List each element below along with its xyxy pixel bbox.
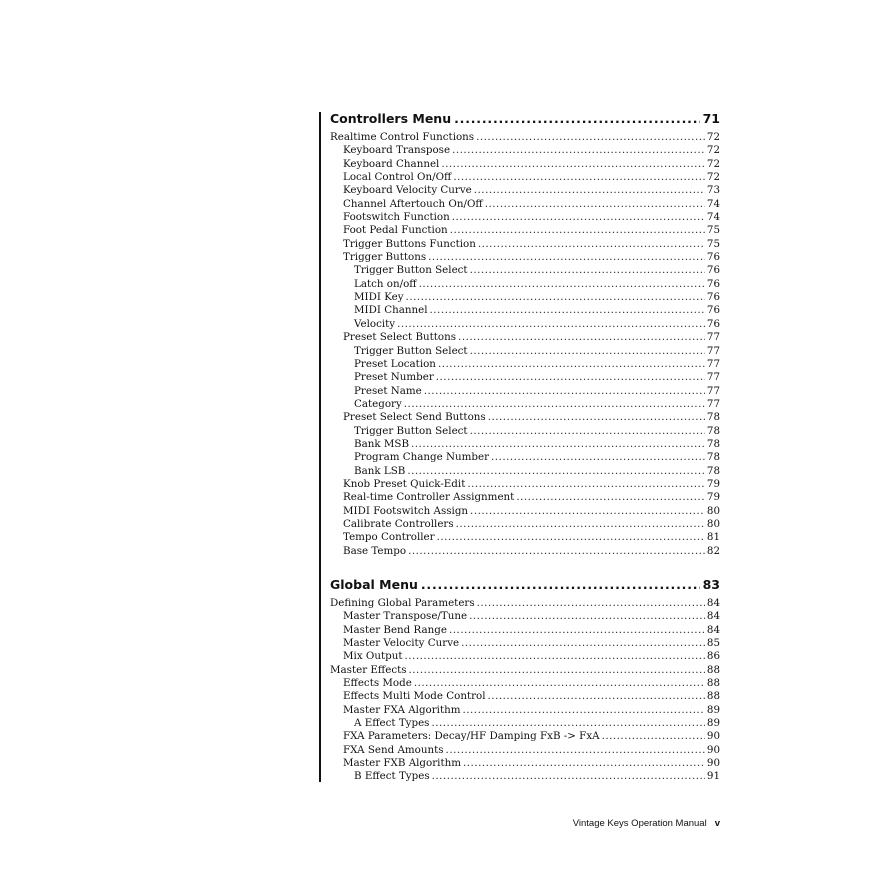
toc-entry-label: Effects Mode: [343, 677, 412, 690]
dot-leader: [470, 345, 705, 358]
toc-entry-label: A Effect Types: [354, 717, 430, 730]
dot-leader: [461, 637, 705, 650]
dot-leader: [436, 371, 705, 384]
toc-entry[interactable]: [330, 224, 720, 237]
toc-entry[interactable]: [330, 704, 720, 717]
toc-entry-page: 84: [706, 610, 720, 623]
dot-leader: [414, 677, 705, 690]
toc-entry[interactable]: [330, 438, 720, 451]
dot-leader: [452, 144, 705, 157]
toc-entry-page: 72: [706, 171, 720, 184]
toc-entry-page: 74: [706, 197, 720, 210]
toc-entry-page: 89: [706, 703, 720, 716]
dot-leader: [453, 171, 705, 184]
dot-leader: [485, 198, 705, 211]
toc-entry[interactable]: [330, 144, 720, 157]
dot-leader: [446, 744, 705, 757]
page-footer: [573, 818, 720, 829]
toc-entry[interactable]: [330, 545, 720, 558]
toc-entry-page: 72: [706, 131, 720, 143]
dot-leader: [407, 465, 705, 478]
toc-entry-page: 75: [706, 224, 720, 237]
toc-entry-label: Local Control On/Off: [343, 171, 452, 184]
dot-leader: [477, 597, 705, 610]
dot-leader: [516, 491, 705, 504]
toc-entry-label: Master Velocity Curve: [343, 637, 460, 650]
toc-entry-page: 77: [706, 344, 720, 357]
toc-entry-label: Trigger Button Select: [354, 424, 468, 437]
toc-entry[interactable]: [330, 198, 720, 211]
toc-entry[interactable]: [330, 291, 720, 304]
dot-leader: [452, 211, 705, 224]
toc-entry-label: Master Bend Range: [343, 623, 447, 636]
toc-entry-label: Bank MSB: [354, 437, 410, 450]
dot-leader: [437, 531, 705, 544]
toc-entry-page: 84: [706, 597, 720, 609]
toc-entry[interactable]: [330, 664, 720, 677]
toc-entry-label: Trigger Buttons: [343, 251, 427, 264]
toc-entry[interactable]: [330, 398, 720, 411]
toc-entry-label: Base Tempo: [343, 544, 407, 557]
toc-entry-page: 90: [706, 743, 720, 756]
toc-entry-label: Effects Multi Mode Control: [343, 690, 486, 703]
toc-entry-page: 82: [706, 544, 720, 557]
toc-entry-label: FXA Send Amounts: [343, 743, 444, 756]
toc-section: [330, 576, 720, 784]
toc-entry-label: Category: [354, 397, 402, 410]
toc-entry-page: 76: [706, 251, 720, 264]
toc-entry-label: Keyboard Velocity Curve: [343, 184, 472, 197]
toc-entry-label: Foot Pedal Function: [343, 224, 448, 237]
toc-entry[interactable]: [330, 264, 720, 277]
toc-entry-page: 80: [706, 517, 720, 530]
toc-entry[interactable]: [330, 211, 720, 224]
toc-sections: [330, 110, 720, 784]
toc-entry[interactable]: [330, 465, 720, 478]
toc-entry-label: Tempo Controller: [343, 531, 435, 544]
dot-leader: [469, 610, 705, 623]
toc-entry-label: Trigger Button Select: [354, 344, 468, 357]
toc-entry-page: 79: [706, 491, 720, 504]
dot-leader: [456, 518, 705, 531]
toc-entry-label: Trigger Button Select: [354, 264, 468, 277]
toc-entry[interactable]: [330, 730, 720, 743]
toc-entry-page: 73: [706, 184, 720, 197]
toc-entry[interactable]: [330, 757, 720, 770]
toc-entry[interactable]: [330, 770, 720, 783]
toc-entry-label: Keyboard Transpose: [343, 144, 451, 157]
toc-entry[interactable]: [330, 478, 720, 491]
toc-entry[interactable]: [330, 610, 720, 623]
toc-entry[interactable]: [330, 171, 720, 184]
toc-entry-label: Master Transpose/Tune: [343, 610, 468, 623]
toc-entry-page: 76: [706, 317, 720, 330]
toc-entry-label: Master FXB Algorithm: [343, 757, 461, 770]
dot-leader: [476, 131, 705, 144]
dot-leader: [409, 664, 705, 677]
dot-leader: [488, 690, 705, 703]
toc-entry[interactable]: [330, 518, 720, 531]
toc-entry-page: 76: [706, 264, 720, 277]
dot-leader: [450, 224, 705, 237]
section-heading[interactable]: [330, 576, 720, 594]
toc-entry-label: Channel Aftertouch On/Off: [343, 197, 483, 210]
toc-entry-page: 78: [706, 451, 720, 464]
toc-entry-label: Bank LSB: [354, 464, 406, 477]
toc-entry-label: Preset Number: [354, 371, 434, 384]
dot-leader: [449, 624, 705, 637]
toc-entry-label: Keyboard Channel: [343, 157, 440, 170]
section-title: Controllers Menu: [330, 111, 452, 126]
dot-leader: [470, 425, 705, 438]
toc-entry[interactable]: [330, 677, 720, 690]
toc-entry[interactable]: [330, 451, 720, 464]
dot-leader: [411, 438, 705, 451]
dot-leader: [424, 385, 705, 398]
section-page-number: 71: [702, 111, 720, 126]
dot-leader: [428, 251, 705, 264]
toc-entry-label: Master FXA Algorithm: [343, 703, 461, 716]
toc-entry-page: 91: [706, 770, 720, 783]
toc-entry[interactable]: [330, 624, 720, 637]
dot-leader: [491, 451, 705, 464]
toc-entry-page: 81: [706, 531, 720, 544]
toc-entry-label: Realtime Control Functions: [330, 131, 475, 143]
toc-entry-label: Preset Select Send Buttons: [343, 411, 486, 424]
toc-entry[interactable]: [330, 491, 720, 504]
toc-entry[interactable]: [330, 358, 720, 371]
dot-leader: [430, 304, 705, 317]
toc-entry-page: 88: [706, 663, 720, 676]
dot-leader: [470, 505, 705, 518]
toc-entry[interactable]: [330, 318, 720, 331]
toc-entry[interactable]: [330, 158, 720, 171]
toc-entry-page: 78: [706, 411, 720, 424]
toc-entry[interactable]: [330, 411, 720, 424]
toc-entry[interactable]: [330, 637, 720, 650]
section-heading[interactable]: [330, 110, 720, 128]
toc-entry-label: Knob Preset Quick-Edit: [343, 477, 466, 490]
toc-entry-label: Defining Global Parameters: [330, 597, 475, 609]
toc-entry-page: 77: [706, 371, 720, 384]
toc-entry[interactable]: [330, 331, 720, 344]
toc-entry-page: 88: [706, 677, 720, 690]
toc-entry-page: 84: [706, 623, 720, 636]
toc-entry-page: 72: [706, 157, 720, 170]
toc-entry-label: Calibrate Controllers: [343, 517, 454, 530]
toc-entry-page: 77: [706, 397, 720, 410]
toc-entry-label: Footswitch Function: [343, 211, 450, 224]
toc-entry-page: 80: [706, 504, 720, 517]
toc-entry-label: FXA Parameters: Decay/HF Damping FxB -> FxA: [343, 730, 600, 743]
toc-entry-label: Trigger Buttons Function: [343, 237, 476, 250]
toc-entry-page: 76: [706, 291, 720, 304]
toc-entry[interactable]: [330, 385, 720, 398]
toc-entry[interactable]: [330, 744, 720, 757]
toc-entry[interactable]: [330, 425, 720, 438]
toc-entry-page: 85: [706, 637, 720, 650]
toc-entry-label: Master Effects: [330, 663, 407, 676]
toc-entry-page: 78: [706, 437, 720, 450]
dot-leader: [454, 110, 699, 128]
toc-entry-label: MIDI Channel: [354, 304, 428, 317]
toc-entry[interactable]: [330, 650, 720, 663]
toc-entry-label: Real-time Controller Assignment: [343, 491, 515, 504]
toc-entry-label: B Effect Types: [354, 770, 430, 783]
dot-leader: [462, 704, 704, 717]
dot-leader: [405, 650, 705, 663]
toc-entry-label: Velocity: [354, 317, 396, 330]
toc-entry-page: 74: [706, 211, 720, 224]
toc-entry[interactable]: [330, 371, 720, 384]
dot-leader: [474, 184, 705, 197]
toc-entry-label: Preset Location: [354, 357, 436, 370]
section-title: Global Menu: [330, 577, 418, 592]
toc-entry[interactable]: [330, 184, 720, 197]
toc-entry-page: 72: [706, 144, 720, 157]
section-page-number: 83: [702, 577, 720, 592]
toc-entry-page: 76: [706, 277, 720, 290]
dot-leader: [404, 398, 705, 411]
toc-entry-label: Preset Name: [354, 384, 422, 397]
toc-entry-page: 77: [706, 357, 720, 370]
dot-leader: [431, 717, 704, 730]
dot-leader: [438, 358, 705, 371]
footer-page-number: v: [714, 818, 720, 829]
dot-leader: [408, 545, 705, 558]
toc-entry-page: 77: [706, 331, 720, 344]
toc-entry[interactable]: [330, 690, 720, 703]
dot-leader: [458, 331, 705, 344]
toc-entry-page: 89: [706, 717, 720, 730]
toc-entry[interactable]: [330, 505, 720, 518]
toc-entry-label: Preset Select Buttons: [343, 331, 457, 344]
toc-entry-page: 90: [706, 730, 720, 743]
toc-section: [330, 110, 720, 558]
toc-entry-page: 90: [706, 757, 720, 770]
toc-entry[interactable]: [330, 717, 720, 730]
margin-rule: [319, 112, 321, 782]
footer-title: Vintage Keys Operation Manual: [572, 818, 707, 829]
toc-entry[interactable]: [330, 345, 720, 358]
toc-entry-page: 76: [706, 304, 720, 317]
dot-leader: [441, 158, 705, 171]
toc-entry[interactable]: [330, 597, 720, 610]
dot-leader: [406, 291, 705, 304]
toc-entry[interactable]: [330, 531, 720, 544]
toc-entry-page: 77: [706, 384, 720, 397]
dot-leader: [419, 278, 705, 291]
toc-entry[interactable]: [330, 278, 720, 291]
toc-entry[interactable]: [330, 238, 720, 251]
toc-entry-label: Program Change Number: [354, 451, 489, 464]
dot-leader: [470, 264, 705, 277]
dot-leader: [421, 576, 700, 594]
dot-leader: [467, 478, 705, 491]
dot-leader: [463, 757, 705, 770]
dot-leader: [432, 770, 705, 783]
table-of-contents: [330, 110, 720, 802]
toc-entry-page: 75: [706, 237, 720, 250]
toc-entry[interactable]: [330, 131, 720, 144]
toc-entry-label: Latch on/off: [354, 277, 417, 290]
toc-entry-page: 78: [706, 424, 720, 437]
dot-leader: [397, 318, 705, 331]
toc-entry[interactable]: [330, 251, 720, 264]
dot-leader: [602, 730, 705, 743]
toc-entry-label: Mix Output: [343, 650, 403, 663]
toc-entry-page: 79: [706, 477, 720, 490]
dot-leader: [478, 238, 705, 251]
toc-entry[interactable]: [330, 304, 720, 317]
toc-entry-page: 88: [706, 690, 720, 703]
toc-entry-label: MIDI Key: [354, 291, 404, 304]
toc-entry-label: MIDI Footswitch Assign: [343, 504, 469, 517]
toc-entry-page: 86: [706, 650, 720, 663]
dot-leader: [488, 411, 705, 424]
toc-entry-page: 78: [706, 464, 720, 477]
